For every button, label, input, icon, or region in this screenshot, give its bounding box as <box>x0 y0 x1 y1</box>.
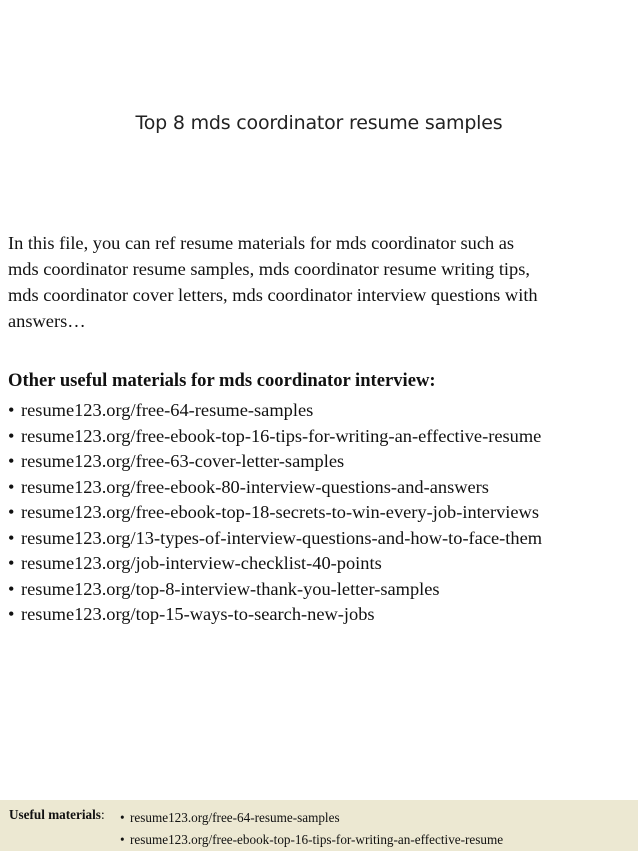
material-link-ebook-16-tips[interactable]: resume123.org/free-ebook-top-16-tips-for-writing-an-effective-resume <box>21 425 542 446</box>
bullet-icon: • <box>8 553 15 573</box>
footer-label <box>9 807 105 823</box>
intro-paragraph <box>8 230 633 334</box>
list-item <box>8 551 636 577</box>
intro-line: In this file, you can ref resume materials for mds coordinator such as <box>8 233 515 253</box>
material-link-thank-you-letters[interactable]: resume123.org/top-8-interview-thank-you-letter-samples <box>21 578 440 599</box>
bullet-icon: • <box>120 810 125 825</box>
material-link-ebook-80-questions[interactable]: resume123.org/free-ebook-80-interview-questions-and-answers <box>21 476 489 497</box>
list-item <box>8 526 636 552</box>
material-link-ebook-18-secrets[interactable]: resume123.org/free-ebook-top-18-secrets-to-win-every-job-interviews <box>21 502 539 522</box>
list-item <box>120 829 503 851</box>
material-link-interview-checklist[interactable]: resume123.org/job-interview-checklist-40-points <box>21 553 382 573</box>
footer-link-ebook-16-tips[interactable]: resume123.org/free-ebook-top-16-tips-for-writing-an-effective-resume <box>130 832 504 847</box>
intro-line: mds coordinator cover letters, mds coordinator interview questions with <box>8 285 538 305</box>
list-item <box>120 807 503 829</box>
bullet-icon: • <box>8 527 15 548</box>
material-link-13-types-questions[interactable]: resume123.org/13-types-of-interview-questions-and-how-to-face-them <box>21 527 543 548</box>
materials-heading: Other useful materials for mds coordinator interview: <box>8 370 436 391</box>
page-title: Top 8 mds coordinator resume samples <box>135 112 503 134</box>
footer-bar <box>0 800 638 851</box>
bullet-icon: • <box>8 476 15 497</box>
list-item <box>8 398 636 424</box>
materials-list <box>8 398 636 628</box>
footer-label-text: Useful materials <box>9 807 101 822</box>
intro-line: mds coordinator resume samples, mds coordinator resume writing tips, <box>8 259 530 279</box>
material-link-63-cover-letters[interactable]: resume123.org/free-63-cover-letter-samples <box>21 451 345 471</box>
bullet-icon: • <box>8 502 15 522</box>
bullet-icon: • <box>8 400 15 420</box>
intro-line: answers… <box>8 311 86 331</box>
footer-label-colon: : <box>100 807 105 822</box>
bullet-icon: • <box>8 604 15 624</box>
materials-section <box>8 366 636 628</box>
list-item <box>8 475 636 501</box>
bullet-icon: • <box>120 832 125 847</box>
list-item <box>8 602 636 628</box>
list-item <box>8 577 636 603</box>
bullet-icon: • <box>8 578 15 599</box>
bullet-icon: • <box>8 425 15 446</box>
material-link-15-ways-search-jobs[interactable]: resume123.org/top-15-ways-to-search-new-jobs <box>21 604 375 624</box>
bullet-icon: • <box>8 451 15 471</box>
footer-link-free-64-resume-samples[interactable]: resume123.org/free-64-resume-samples <box>130 810 340 825</box>
list-item <box>8 449 636 475</box>
material-link-free-64-resume-samples[interactable]: resume123.org/free-64-resume-samples <box>21 400 314 420</box>
list-item <box>8 424 636 450</box>
list-item <box>8 500 636 526</box>
footer-links <box>120 807 503 851</box>
